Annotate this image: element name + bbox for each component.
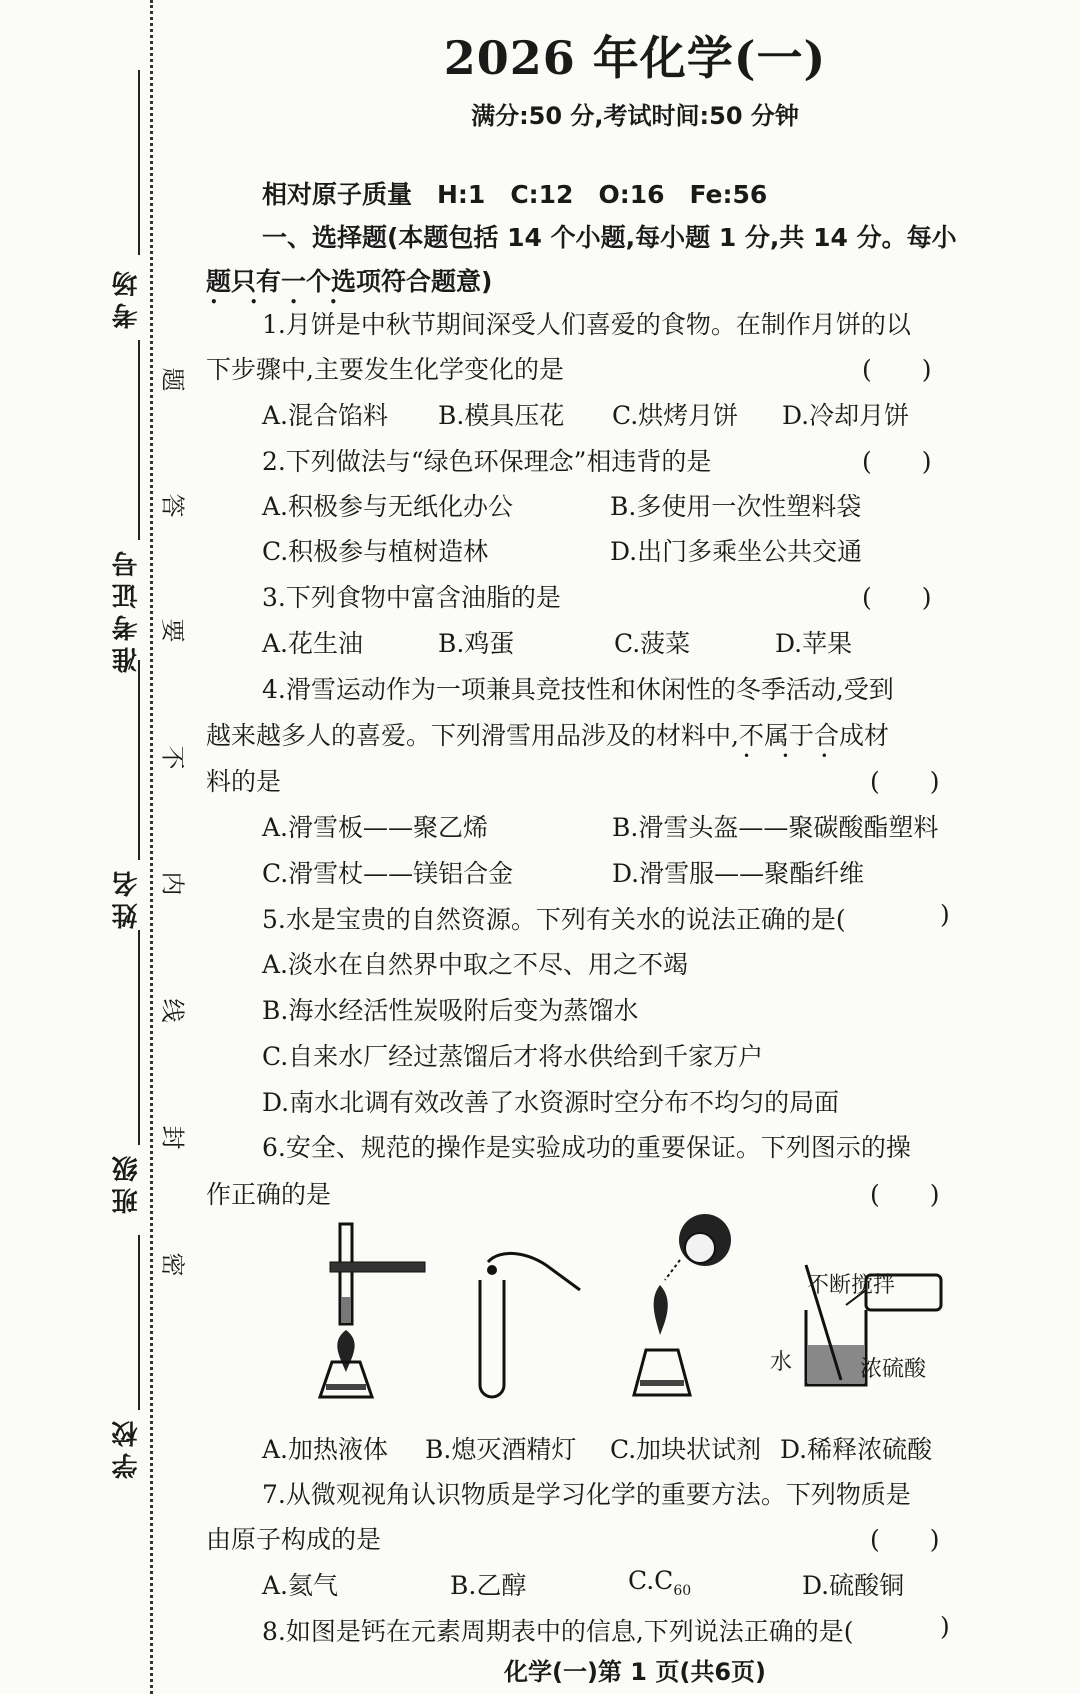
seal-char: 要	[158, 618, 187, 643]
q4-option-d: D.滑雪服——聚酯纤维	[612, 859, 865, 888]
q7-option-a: A.氦气	[262, 1571, 339, 1600]
margin-field-name	[108, 660, 142, 929]
seal-char: 内	[158, 871, 187, 896]
seal-char: 不	[158, 745, 187, 770]
q5-option-c: C.自来水厂经过蒸馏后才将水供给到千家万户	[262, 1042, 764, 1071]
field-rule	[138, 70, 140, 255]
q2-answer-blank: ( )	[862, 447, 932, 476]
binding-margin	[0, 0, 190, 1694]
q6-stem-cont: 作正确的是	[206, 1180, 332, 1209]
q5-answer-close: )	[940, 900, 950, 929]
field-label: 学校	[112, 1415, 142, 1479]
field-rule	[138, 660, 140, 860]
q4-option-b: B.滑雪头盔——聚碳酸酯塑料	[612, 813, 939, 842]
field-rule	[138, 340, 140, 540]
margin-field-exam-room	[108, 60, 142, 329]
page-footer: 化学(一)第 1 页(共6页)	[504, 1658, 766, 1686]
q8-answer-close: )	[940, 1612, 950, 1641]
q3-answer-blank: ( )	[862, 583, 932, 612]
q8-stem: 8.如图是钙在元素周期表中的信息,下列说法正确的是(	[262, 1617, 854, 1646]
page-title: 2026 年化学(一)	[443, 31, 827, 85]
q3-option-d: D.苹果	[775, 629, 853, 658]
q1-option-b: B.模具压花	[438, 401, 565, 430]
q4-option-c: C.滑雪杖——镁铝合金	[262, 859, 514, 888]
q4-stem-end: 料的是	[206, 767, 282, 796]
q6-option-c: C.加块状试剂	[610, 1435, 762, 1464]
q1-option-d: D.冷却月饼	[782, 401, 910, 430]
section-heading: 一、选择题(本题包括 14 个小题,每小题 1 分,共 14 分。每小	[262, 223, 957, 252]
lump-solid	[487, 1265, 497, 1275]
seal-char: 封	[158, 1125, 187, 1150]
q7-stem-cont: 由原子构成的是	[206, 1525, 382, 1554]
q4-stem-part: 越来越多人的喜爱。下列滑雪用品涉及的材料中,	[206, 721, 739, 750]
field-rule	[138, 1235, 140, 1410]
q6-option-a: A.加热液体	[262, 1435, 389, 1464]
q7-option-c-sub: 60	[673, 1583, 692, 1599]
flame	[654, 1285, 668, 1335]
q4-emphasis: 不属于 • • •	[739, 721, 814, 750]
q7-option-d: D.硫酸铜	[802, 1571, 905, 1600]
q5-option-d: D.南水北调有效改善了水资源时空分布不均匀的局面	[262, 1088, 840, 1117]
q1-stem-cont: 下步骤中,主要发生化学变化的是	[206, 355, 564, 384]
seal-dotted-line	[150, 0, 153, 1694]
q1-option-c: C.烘烤月饼	[612, 401, 739, 430]
q2-option-b: B.多使用一次性塑料袋	[610, 492, 862, 521]
flame	[337, 1330, 354, 1372]
label-acid: 浓硫酸	[860, 1357, 927, 1382]
test-tube-holder	[330, 1262, 425, 1272]
q1-answer-blank: ( )	[862, 355, 932, 384]
q4-stem-part: 合成材	[813, 721, 889, 750]
q5-option-a: A.淡水在自然界中取之不尽、用之不竭	[262, 950, 689, 979]
face	[685, 1233, 715, 1263]
margin-field-school	[108, 1235, 142, 1479]
figure-heating-liquid	[300, 1222, 440, 1402]
q3-option-c: C.菠菜	[614, 629, 691, 658]
q5-option-b: B.海水经活性炭吸附后变为蒸馏水	[262, 996, 639, 1025]
breath	[665, 1260, 680, 1280]
q7-option-c	[628, 1566, 691, 1599]
q3-stem: 3.下列食物中富含油脂的是	[262, 583, 561, 612]
seal-char: 线	[158, 998, 187, 1023]
test-tube	[480, 1280, 504, 1397]
figure-test-tube-hand	[470, 1250, 590, 1405]
q6-option-d: D.稀释浓硫酸	[780, 1435, 933, 1464]
section-heading-cont	[206, 262, 492, 298]
margin-field-class	[108, 930, 142, 1214]
q2-option-a: A.积极参与无纸化办公	[262, 492, 514, 521]
q7-stem: 7.从微观视角认识物质是学习化学的重要方法。下列物质是	[262, 1480, 911, 1509]
atomic-masses: 相对原子质量 H:1 C:12 O:16 Fe:56	[262, 180, 768, 209]
label-water: 水	[770, 1350, 793, 1375]
q6-answer-blank: ( )	[870, 1180, 940, 1209]
seal-char: 密	[158, 1252, 187, 1277]
section-heading-text: 题只有一个选项符合题意) • • • •	[206, 267, 492, 296]
label-stir: 不断搅拌	[807, 1273, 896, 1298]
q3-option-a: A.花生油	[262, 629, 364, 658]
q7-option-c-text: C.C	[628, 1566, 674, 1595]
figure-blowing-lamp	[620, 1200, 750, 1405]
q4-stem: 4.滑雪运动作为一项兼具竞技性和休闲性的冬季活动,受到	[262, 675, 894, 704]
q7-answer-blank: ( )	[870, 1525, 940, 1554]
seal-char: 答	[158, 493, 187, 518]
q3-option-b: B.鸡蛋	[438, 629, 515, 658]
q6-option-b: B.熄灭酒精灯	[425, 1435, 577, 1464]
field-label: 班级	[112, 1150, 142, 1214]
seal-char: 题	[158, 367, 187, 392]
q4-option-a: A.滑雪板——聚乙烯	[262, 813, 489, 842]
q5-stem: 5.水是宝贵的自然资源。下列有关水的说法正确的是(	[262, 905, 846, 934]
margin-field-ticket-no	[108, 340, 142, 673]
q2-option-c: C.积极参与植树造林	[262, 537, 489, 566]
liquid	[341, 1297, 351, 1323]
q4-stem-cont	[206, 716, 889, 752]
q4-answer-blank: ( )	[870, 767, 940, 796]
alcohol-lamp	[634, 1350, 690, 1395]
q2-option-d: D.出门多乘坐公共交通	[610, 537, 863, 566]
field-rule	[138, 930, 140, 1145]
q7-option-b: B.乙醇	[450, 1571, 527, 1600]
q6-stem: 6.安全、规范的操作是实验成功的重要保证。下列图示的操	[262, 1133, 911, 1162]
exam-info: 满分:50 分,考试时间:50 分钟	[471, 102, 799, 130]
field-label: 准考证号	[112, 545, 142, 673]
q2-stem: 2.下列做法与“绿色环保理念”相违背的是	[262, 447, 712, 476]
q1-stem: 1.月饼是中秋节期间深受人们喜爱的食物。在制作月饼的以	[262, 310, 911, 339]
field-label: 姓名	[112, 865, 142, 929]
field-label: 考场	[112, 265, 142, 329]
hand	[488, 1253, 580, 1290]
q1-option-a: A.混合馅料	[262, 401, 389, 430]
